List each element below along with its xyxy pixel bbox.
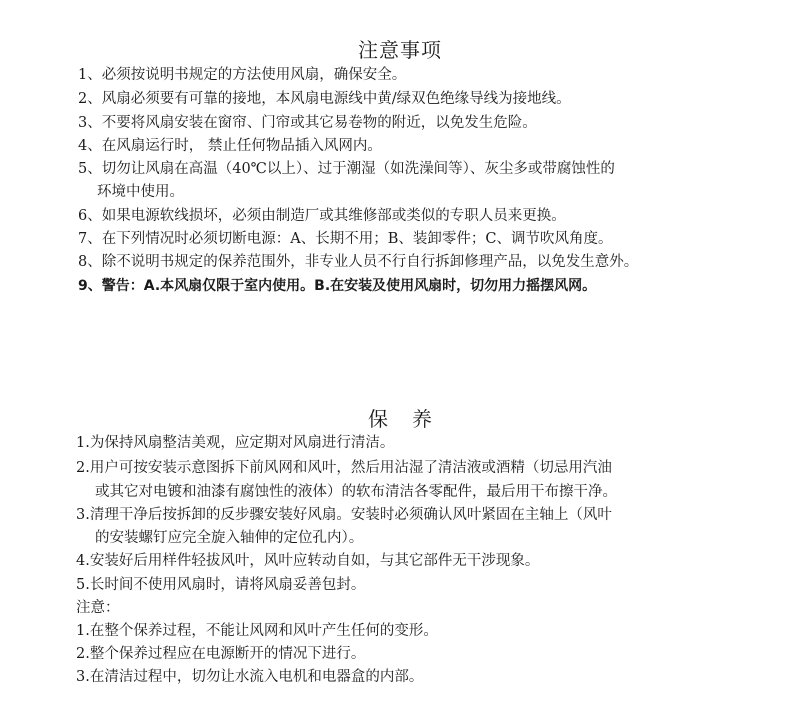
precautions-title: 注意事项 xyxy=(358,38,442,62)
maintenance-note-3: 3.在清洁过程中，切勿让水流入电机和电器盒的内部。 xyxy=(76,669,424,685)
maintenance-item-3: 3.清理干净后按拆卸的反步骤安装好风扇。安装时必须确认风叶紧固在主轴上（风叶 xyxy=(76,507,612,523)
maintenance-note-1: 1.在整个保养过程，不能让风网和风叶产生任何的变形。 xyxy=(76,623,438,639)
maintenance-item-2: 2.用户可按安装示意图拆下前风网和风叶，然后用沾湿了清洁液或酒精（切忌用汽油 xyxy=(76,460,612,476)
maintenance-item-3-continued: 的安装螺钉应完全旋入轴伸的定位孔内）。 xyxy=(95,530,364,546)
precaution-item-5: 5、切勿让风扇在高温（40℃以上）、过于潮湿（如洗澡间等）、灰尘多或带腐蚀性的 xyxy=(78,161,615,177)
precaution-item-8: 8、除不说明书规定的保养范围外，非专业人员不行自行拆卸修理产品，以免发生意外。 xyxy=(78,254,639,270)
maintenance-item-4: 4.安装好后用样件轻拔风叶，风叶应转动自如，与其它部件无干涉现象。 xyxy=(76,553,540,569)
maintenance-item-2-continued: 或其它对电镀和油漆有腐蚀性的液体）的软布清洁各零配件，最后用干布擦干净。 xyxy=(95,484,617,500)
precaution-item-4: 4、在风扇运行时， 禁止任何物品插入风网内。 xyxy=(78,138,382,154)
precaution-item-3: 3、不要将风扇安装在窗帘、门帘或其它易卷物的附近，以免发生危险。 xyxy=(78,115,537,131)
precaution-item-2: 2、风扇必须要有可靠的接地，本风扇电源线中黄/绿双色绝缘导线为接地线。 xyxy=(78,91,571,107)
precaution-item-7: 7、在下列情况时必须切断电源：A、长期不用；B、装卸零件；C、调节吹风角度。 xyxy=(78,231,613,247)
maintenance-note-heading: 注意： xyxy=(76,600,120,616)
maintenance-note-2: 2.整个保养过程应在电源断开的情况下进行。 xyxy=(76,646,366,662)
precaution-item-6: 6、如果电源软线损坏，必须由制造厂或其维修部或类似的专职人员来更换。 xyxy=(78,208,566,224)
precaution-item-9-warning: 9、警告：A.本风扇仅限于室内使用。B.在安装及使用风扇时，切勿用力摇摆风网。 xyxy=(78,278,597,294)
maintenance-item-5: 5.长时间不使用风扇时，请将风扇妥善包封。 xyxy=(76,577,366,593)
precaution-item-1: 1、必须按说明书规定的方法使用风扇，确保安全。 xyxy=(78,67,407,83)
precaution-item-5-continued: 环境中使用。 xyxy=(97,184,184,200)
maintenance-title: 保养 xyxy=(368,407,456,431)
maintenance-item-1: 1.为保持风扇整洁美观，应定期对风扇进行清洁。 xyxy=(76,435,395,451)
